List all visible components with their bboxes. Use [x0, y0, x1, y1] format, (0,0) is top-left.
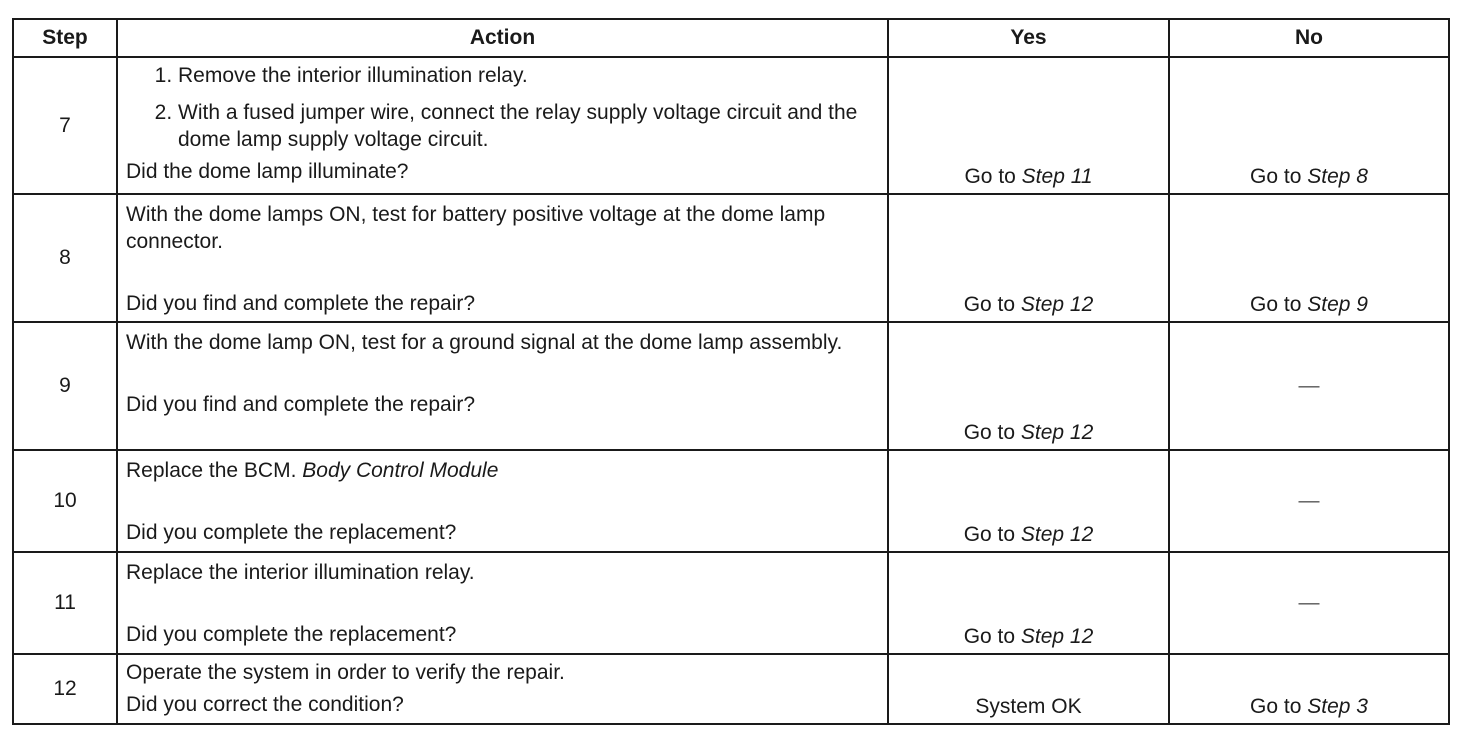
step-number: 10	[13, 450, 117, 552]
question: Did you complete the replacement?	[126, 623, 457, 646]
instruction	[126, 457, 881, 484]
no-cell-dash: —	[1169, 552, 1449, 654]
question: Did you correct the condition?	[126, 693, 404, 716]
table-row	[13, 450, 1449, 552]
yes-prefix: Go to	[963, 625, 1021, 648]
yes-cell: System OK	[888, 654, 1169, 724]
no-step-link[interactable]: Step 8	[1307, 165, 1368, 188]
no-cell	[1169, 57, 1449, 194]
instruction: Replace the interior illumination relay.	[126, 561, 475, 584]
yes-step-link[interactable]: Step 12	[1020, 625, 1094, 648]
header-row	[13, 19, 1449, 57]
action-cell	[117, 322, 888, 450]
header-action: Action	[117, 19, 888, 57]
substep: 1. Remove the interior illumination relay.	[178, 62, 881, 89]
diagnostic-table	[12, 18, 1450, 725]
yes-step-link[interactable]: Step 12	[1020, 293, 1094, 316]
question: Did you complete the replacement?	[126, 521, 457, 544]
substep-list	[126, 62, 881, 153]
table-row	[13, 322, 1449, 450]
no-step-link[interactable]: Step 3	[1307, 695, 1368, 718]
no-prefix: Go to	[1250, 165, 1308, 188]
instruction: With the dome lamps ON, test for battery positive voltage at the dome lamp connector.	[126, 203, 826, 253]
action-cell	[117, 654, 888, 724]
instruction-text: Replace the BCM.	[126, 459, 297, 482]
yes-prefix: Go to	[964, 165, 1022, 188]
yes-step-link[interactable]: Step 12	[1020, 421, 1094, 444]
yes-cell	[888, 552, 1169, 654]
table-row	[13, 57, 1449, 194]
yes-cell	[888, 57, 1169, 194]
no-cell-dash: —	[1169, 450, 1449, 552]
yes-cell	[888, 450, 1169, 552]
header-no: No	[1169, 19, 1449, 57]
yes-prefix: Go to	[963, 421, 1021, 444]
substep: 2. With a fused jumper wire, connect the relay supply voltage circuit and the dome lamp supply voltage circuit.	[178, 99, 881, 153]
no-prefix: Go to	[1250, 695, 1308, 718]
no-cell	[1169, 654, 1449, 724]
question: Did you find and complete the repair?	[126, 393, 476, 416]
instruction: With the dome lamp ON, test for a ground signal at the dome lamp assembly.	[126, 331, 843, 354]
yes-step-link[interactable]: Step 11	[1021, 165, 1093, 188]
no-step-link[interactable]: Step 9	[1307, 293, 1368, 316]
no-cell	[1169, 194, 1449, 322]
step-number: 7	[13, 57, 117, 194]
no-prefix: Go to	[1250, 293, 1308, 316]
yes-step-link[interactable]: Step 12	[1020, 523, 1094, 546]
table-row	[13, 552, 1449, 654]
step-number: 8	[13, 194, 117, 322]
question: Did you find and complete the repair?	[126, 292, 476, 315]
step-number: 12	[13, 654, 117, 724]
header-yes: Yes	[888, 19, 1169, 57]
instruction: Operate the system in order to verify the repair.	[126, 661, 565, 684]
table-row	[13, 654, 1449, 724]
table-row	[13, 194, 1449, 322]
action-cell	[117, 450, 888, 552]
yes-prefix: Go to	[963, 293, 1021, 316]
question: Did the dome lamp illuminate?	[126, 160, 409, 183]
instruction-italic: Body Control Module	[302, 459, 499, 482]
yes-cell	[888, 322, 1169, 450]
action-cell	[117, 552, 888, 654]
yes-cell	[888, 194, 1169, 322]
step-number: 9	[13, 322, 117, 450]
no-cell-dash: —	[1169, 322, 1449, 450]
action-cell	[117, 194, 888, 322]
yes-prefix: Go to	[963, 523, 1021, 546]
header-step: Step	[13, 19, 117, 57]
action-cell	[117, 57, 888, 194]
step-number: 11	[13, 552, 117, 654]
